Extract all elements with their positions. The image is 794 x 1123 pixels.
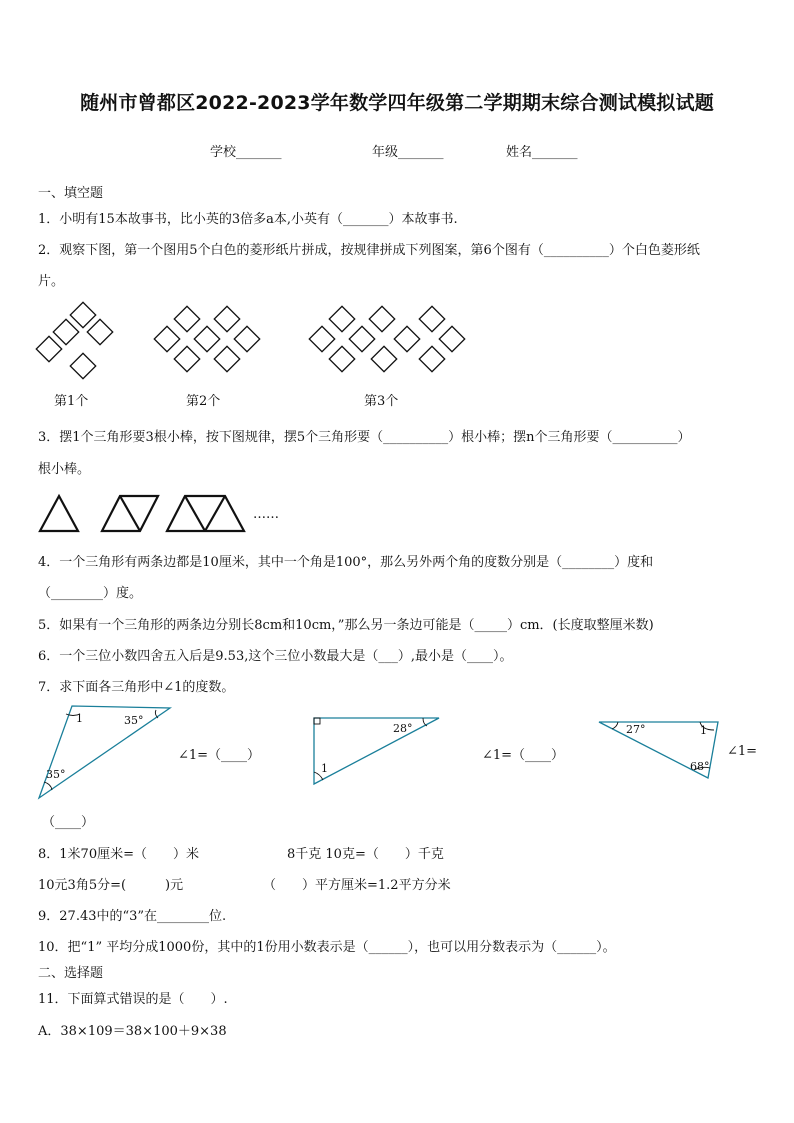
rhombus	[234, 326, 259, 351]
option-a[interactable]: A．38×109＝38×100＋9×38	[38, 1024, 227, 1039]
question-9: 9．27.43中的“3”在________位.	[38, 909, 227, 924]
rhombus	[419, 346, 444, 371]
question-8c: 10元3角5分=( )元	[38, 878, 184, 893]
figure-caption-3: 第3个	[364, 394, 399, 409]
question-7: 7．求下面各三角形中∠1的度数。	[38, 680, 235, 695]
school-field: 学校_______	[210, 145, 282, 160]
question-10: 10．把“1” 平均分成1000份，其中的1份用小数表示是（______），也可以用分数表示为（______）。	[38, 940, 616, 955]
rhombus	[329, 306, 354, 331]
angle-label: 35°	[124, 714, 144, 727]
rhombus	[309, 326, 334, 351]
rhombus	[419, 306, 444, 331]
rhombus	[174, 306, 199, 331]
angle-triangle-2	[311, 714, 443, 786]
rhombus	[214, 306, 239, 331]
question-3-line1: 3．摆1个三角形要3根小棒，按下图规律，摆5个三角形要（__________）根小棒；摆n个三角形要（__________）	[38, 430, 691, 445]
rhombus	[154, 326, 179, 351]
question-5: 5．如果有一个三角形的两条边分别长8cm和10cm，”那么另一条边可能是（_____）cm．(长度取整厘米数)	[38, 618, 654, 633]
rhombus	[174, 346, 199, 371]
answer-blank-1[interactable]: ∠1=（____）	[178, 748, 261, 763]
rhombus	[36, 336, 61, 361]
question-8d: （ ）平方厘米=1.2平方分米	[263, 878, 451, 893]
triangle-figure-3	[165, 494, 247, 534]
angle-label: 35°	[46, 768, 66, 781]
section-fill-blank: 一、填空题	[38, 186, 104, 201]
rhombus-figure-1	[40, 305, 120, 385]
rhombus-figure-3	[305, 305, 480, 385]
angle-label: 1	[76, 712, 83, 725]
angle-label: 28°	[393, 722, 413, 735]
question-3-line2: 根小棒。	[38, 462, 91, 477]
question-8b: 8千克 10克=（ ）千克	[287, 847, 444, 862]
answer-blank-3[interactable]: ∠1=	[727, 744, 758, 759]
question-2-line1: 2．观察下图，第一个图用5个白色的菱形纸片拼成，按规律拼成下列图案，第6个图有（__________）个白色菱形纸	[38, 243, 700, 258]
rhombus	[371, 346, 396, 371]
page-title: 随州市曾都区2022-2023学年数学四年级第二学期期末综合测试模拟试题	[80, 92, 714, 114]
rhombus	[349, 326, 374, 351]
rhombus	[70, 302, 95, 327]
question-1: 1．小明有15本故事书，比小英的3倍多a本,小英有（_______）本故事书.	[38, 212, 458, 227]
rhombus	[70, 353, 95, 378]
rhombus	[329, 346, 354, 371]
question-4-line1: 4．一个三角形有两条边都是10厘米，其中一个角是100°，那么另外两个角的度数分别是（________）度和	[38, 555, 654, 570]
answer-blank-2[interactable]: ∠1=（____）	[482, 748, 565, 763]
question-11: 11．下面算式错误的是（ ）.	[38, 992, 228, 1007]
rhombus	[214, 346, 239, 371]
rhombus	[394, 326, 419, 351]
question-2-line2: 片。	[38, 274, 65, 289]
angle-label: 68°	[690, 760, 710, 773]
rhombus-figure-2	[150, 305, 280, 385]
angle-triangle-3	[596, 718, 722, 782]
answer-blank-3-cont[interactable]: （____）	[42, 815, 95, 830]
rhombus	[53, 319, 78, 344]
angle-label: 27°	[626, 723, 646, 736]
rhombus	[194, 326, 219, 351]
triangle-figure-1	[38, 494, 80, 534]
angle-label: 1	[321, 762, 328, 775]
ellipsis: ……	[253, 507, 279, 522]
rhombus	[439, 326, 464, 351]
question-8a: 8．1米70厘米=（ ）米	[38, 847, 199, 862]
angle-triangle-1	[36, 702, 176, 802]
section-multiple-choice: 二、选择题	[38, 966, 104, 981]
rhombus	[369, 306, 394, 331]
angle-label: 1	[700, 724, 707, 737]
question-4-line2: （________）度。	[38, 586, 143, 601]
grade-field: 年级_______	[372, 145, 444, 160]
question-6: 6．一个三位小数四舍五入后是9.53,这个三位小数最大是（___）,最小是（____）。	[38, 649, 513, 664]
rhombus	[87, 319, 112, 344]
figure-caption-1: 第1个	[54, 394, 89, 409]
name-field: 姓名_______	[506, 145, 578, 160]
triangle-figure-2	[100, 494, 162, 534]
figure-caption-2: 第2个	[186, 394, 221, 409]
